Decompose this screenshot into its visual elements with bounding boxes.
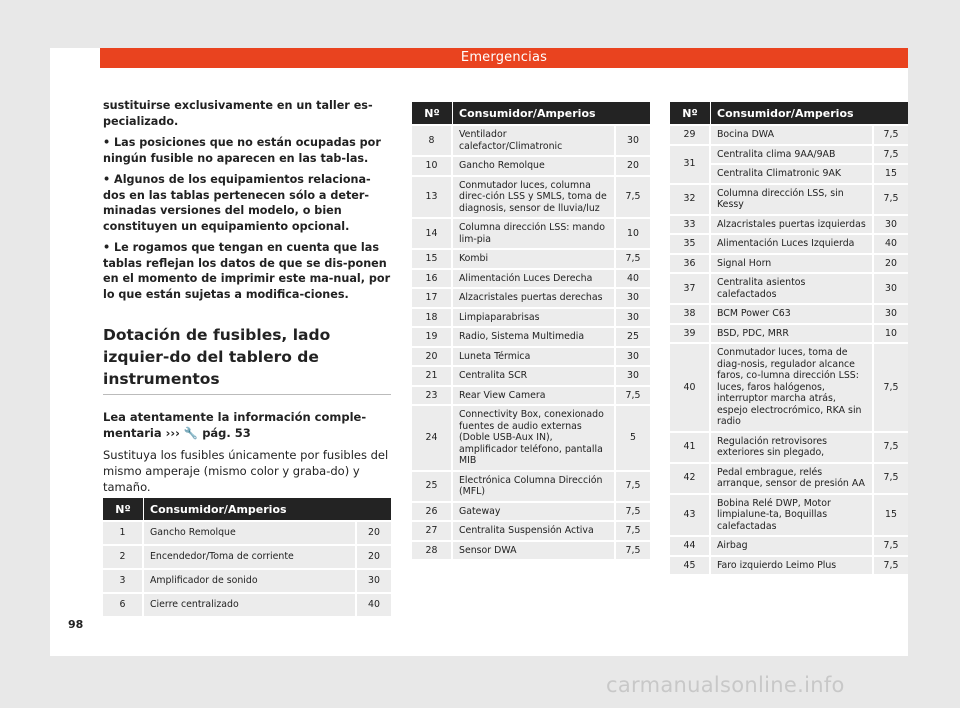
fuse-amperage: 7,5 (614, 177, 650, 218)
fuse-amperage: 10 (614, 219, 650, 248)
table-row (412, 503, 650, 521)
fuse-consumer: Centralita SCR (453, 367, 614, 385)
fuse-number: 38 (670, 305, 711, 323)
fuse-consumer: Signal Horn (711, 255, 872, 273)
fuse-number: 8 (412, 126, 453, 155)
fuse-amperage: 7,5 (872, 537, 908, 555)
fuse-table-2 (412, 100, 650, 561)
fuse-amperage: 20 (872, 255, 908, 273)
fuse-amperage: 7,5 (614, 387, 650, 405)
fuse-amperage: 7,5 (614, 250, 650, 268)
fuse-consumer: Amplificador de sonido (144, 570, 355, 592)
table-row (670, 185, 908, 214)
fuse-number: 23 (412, 387, 453, 405)
table-row (412, 367, 650, 385)
fuse-consumer: Pedal embrague, relés arranque, sensor de presión AA (711, 464, 872, 493)
table-row (412, 289, 650, 307)
fuse-amperage: 7,5 (872, 464, 908, 493)
table-row (103, 522, 391, 544)
section-title: Dotación de fusibles, lado izquier-do del tablero de instrumentos (103, 324, 391, 395)
fuse-amperage: 15 (872, 165, 908, 183)
fuse-consumer: Faro izquierdo Leimo Plus (711, 557, 872, 575)
table-row (412, 348, 650, 366)
fuse-number: 15 (412, 250, 453, 268)
fuse-amperage: 30 (614, 348, 650, 366)
fuse-amperage: 30 (872, 274, 908, 303)
fuse-consumer: BSD, PDC, MRR (711, 325, 872, 343)
bullet-3: • Le rogamos que tengan en cuenta que las tablas reflejan los datos de que se dis-ponen en el momento de imprimir este ma-nual, por lo que están sujetas a modifica-ciones. (103, 241, 391, 301)
fuse-number: 40 (670, 344, 711, 431)
fuse-consumer: Centralita clima 9AA/9AB (711, 146, 872, 164)
intro-bullets (103, 98, 391, 302)
fuse-table-3 (670, 100, 908, 576)
fuse-amperage: 7,5 (614, 472, 650, 501)
fuse-number: 20 (412, 348, 453, 366)
fuse-amperage: 7,5 (872, 185, 908, 214)
fuse-consumer: Gancho Remolque (144, 522, 355, 544)
fuse-number: 17 (412, 289, 453, 307)
fuse-consumer: Alimentación Luces Derecha (453, 270, 614, 288)
table-row (103, 594, 391, 616)
table-row (412, 328, 650, 346)
fuse-consumer: Alimentación Luces Izquierda (711, 235, 872, 253)
fuse-number: 18 (412, 309, 453, 327)
fuse-amperage: 30 (614, 126, 650, 155)
fuse-consumer: Columna dirección LSS: mando lim-pia (453, 219, 614, 248)
col-header-num: Nº (670, 102, 711, 124)
fuse-consumer: Regulación retrovisores exteriores sin plegado, (711, 433, 872, 462)
fuse-number: 37 (670, 274, 711, 303)
table-row (412, 542, 650, 560)
fuse-consumer: Airbag (711, 537, 872, 555)
bullet-0: sustituirse exclusivamente en un taller es-pecializado. (103, 99, 373, 128)
table-row (412, 309, 650, 327)
table-row (670, 495, 908, 536)
fuse-amperage: 20 (614, 157, 650, 175)
table-row (412, 522, 650, 540)
table-row (412, 406, 650, 470)
table-row (412, 387, 650, 405)
fuse-number: 21 (412, 367, 453, 385)
fuse-amperage: 7,5 (614, 503, 650, 521)
table-row (670, 255, 908, 273)
manual-page (50, 48, 908, 656)
table-row (670, 274, 908, 303)
fuse-number: 41 (670, 433, 711, 462)
table-row (412, 250, 650, 268)
table-row (412, 270, 650, 288)
fuse-consumer: Sensor DWA (453, 542, 614, 560)
fuse-number: 14 (412, 219, 453, 248)
fuse-consumer: Kombi (453, 250, 614, 268)
fuse-number: 24 (412, 406, 453, 470)
fuse-number: 29 (670, 126, 711, 144)
table-row (670, 433, 908, 462)
col-header-num: Nº (412, 102, 453, 124)
fuse-number: 2 (103, 546, 144, 568)
table-row (670, 216, 908, 234)
fuse-consumer: Radio, Sistema Multimedia (453, 328, 614, 346)
fuse-consumer: Alzacristales puertas derechas (453, 289, 614, 307)
col-header-consumer: Consumidor/Amperios (144, 498, 391, 520)
fuse-number: 44 (670, 537, 711, 555)
table-row (670, 146, 908, 164)
fuse-amperage: 30 (614, 367, 650, 385)
fuse-number: 43 (670, 495, 711, 536)
fuse-amperage: 15 (872, 495, 908, 536)
fuse-amperage: 7,5 (872, 557, 908, 575)
fuse-consumer: Ventilador calefactor/Climatronic (453, 126, 614, 155)
fuse-amperage: 7,5 (614, 522, 650, 540)
reference-page-link[interactable]: pág. 53 (202, 426, 251, 440)
fuse-number: 32 (670, 185, 711, 214)
fuse-number: 39 (670, 325, 711, 343)
fuse-number: 26 (412, 503, 453, 521)
fuse-amperage: 30 (614, 309, 650, 327)
reference-line (103, 409, 391, 441)
fuse-amperage: 30 (614, 289, 650, 307)
watermark: carmanualsonline.info (606, 673, 845, 697)
fuse-consumer: Limpiaparabrisas (453, 309, 614, 327)
fuse-amperage: 7,5 (872, 146, 908, 164)
fuse-consumer: Centralita Climatronic 9AK (711, 165, 872, 183)
fuse-amperage: 20 (355, 522, 391, 544)
fuse-amperage: 7,5 (614, 542, 650, 560)
col-header-consumer: Consumidor/Amperios (711, 102, 908, 124)
fuse-number: 6 (103, 594, 144, 616)
fuse-number: 42 (670, 464, 711, 493)
table-row (103, 570, 391, 592)
bullet-2: • Algunos de los equipamientos relaciona-dos en las tablas pertenecen sólo a deter-minadas versiones del modelo, o bien constituyen un equipamiento opcional. (103, 173, 371, 233)
fuse-number: 27 (412, 522, 453, 540)
left-column (103, 98, 391, 495)
fuse-number: 25 (412, 472, 453, 501)
fuse-consumer: Luneta Térmica (453, 348, 614, 366)
wrench-icon: 🔧 (183, 426, 199, 440)
fuse-consumer: BCM Power C63 (711, 305, 872, 323)
section-header: Emergencias (100, 48, 908, 68)
table-row (670, 557, 908, 575)
table-row (412, 157, 650, 175)
bullet-1: • Las posiciones que no están ocupadas por ningún fusible no aparecen en las tab-las. (103, 136, 381, 165)
fuse-amperage: 40 (872, 235, 908, 253)
fuse-number: 3 (103, 570, 144, 592)
table-row (412, 472, 650, 501)
fuse-consumer: Conmutador luces, toma de diag-nosis, regulador alcance faros, co-lumna dirección LSS: luces, faros halógenos, interruptor marcha atrás, espejo electrocrómico, RKA sin radio (711, 344, 872, 431)
col-header-num: Nº (103, 498, 144, 520)
fuse-amperage: 7,5 (872, 433, 908, 462)
table-row (412, 126, 650, 155)
fuse-number: 10 (412, 157, 453, 175)
fuse-consumer: Connectivity Box, conexionado fuentes de audio externas (Doble USB-Aux IN), amplificador teléfono, pantalla MIB (453, 406, 614, 470)
fuse-amperage: 30 (872, 216, 908, 234)
fuse-consumer: Conmutador luces, columna direc-ción LSS y SMLS, toma de diagnosis, sensor de lluvia/luz (453, 177, 614, 218)
table-row (670, 305, 908, 323)
fuse-consumer: Alzacristales puertas izquierdas (711, 216, 872, 234)
fuse-number: 19 (412, 328, 453, 346)
fuse-number: 1 (103, 522, 144, 544)
fuse-consumer: Bocina DWA (711, 126, 872, 144)
fuse-consumer: Centralita asientos calefactados (711, 274, 872, 303)
table-row (412, 219, 650, 248)
table-row (670, 126, 908, 144)
table-row (670, 344, 908, 431)
table-row (670, 325, 908, 343)
fuse-consumer: Columna dirección LSS, sin Kessy (711, 185, 872, 214)
fuse-number: 28 (412, 542, 453, 560)
fuse-number: 35 (670, 235, 711, 253)
fuse-amperage: 40 (355, 594, 391, 616)
reference-text: Lea atentamente la información comple-mentaria ››› (103, 410, 367, 440)
table-row (103, 546, 391, 568)
fuse-table-1 (103, 496, 391, 618)
fuse-consumer: Cierre centralizado (144, 594, 355, 616)
table-row (670, 235, 908, 253)
fuse-amperage: 5 (614, 406, 650, 470)
fuse-amperage: 20 (355, 546, 391, 568)
fuse-amperage: 10 (872, 325, 908, 343)
page-number: 98 (68, 618, 84, 631)
fuse-amperage: 7,5 (872, 126, 908, 144)
fuse-number: 31 (670, 146, 711, 183)
fuse-amperage: 7,5 (872, 344, 908, 431)
fuse-consumer: Gateway (453, 503, 614, 521)
fuse-number: 45 (670, 557, 711, 575)
fuse-amperage: 25 (614, 328, 650, 346)
fuse-amperage: 30 (355, 570, 391, 592)
table-row (412, 177, 650, 218)
col-header-consumer: Consumidor/Amperios (453, 102, 650, 124)
fuse-number: 36 (670, 255, 711, 273)
fuse-consumer: Electrónica Columna Dirección (MFL) (453, 472, 614, 501)
fuse-number: 16 (412, 270, 453, 288)
fuse-consumer: Rear View Camera (453, 387, 614, 405)
table-row (670, 464, 908, 493)
fuse-number: 13 (412, 177, 453, 218)
fuse-consumer: Bobina Relé DWP, Motor limpialune-ta, Boquillas calefactadas (711, 495, 872, 536)
fuse-amperage: 40 (614, 270, 650, 288)
fuse-consumer: Centralita Suspensión Activa (453, 522, 614, 540)
table-row (670, 537, 908, 555)
body-paragraph: Sustituya los fusibles únicamente por fusibles del mismo amperaje (mismo color y graba-do) y tamaño. (103, 448, 389, 494)
fuse-consumer: Gancho Remolque (453, 157, 614, 175)
fuse-number: 33 (670, 216, 711, 234)
fuse-amperage: 30 (872, 305, 908, 323)
fuse-consumer: Encendedor/Toma de corriente (144, 546, 355, 568)
